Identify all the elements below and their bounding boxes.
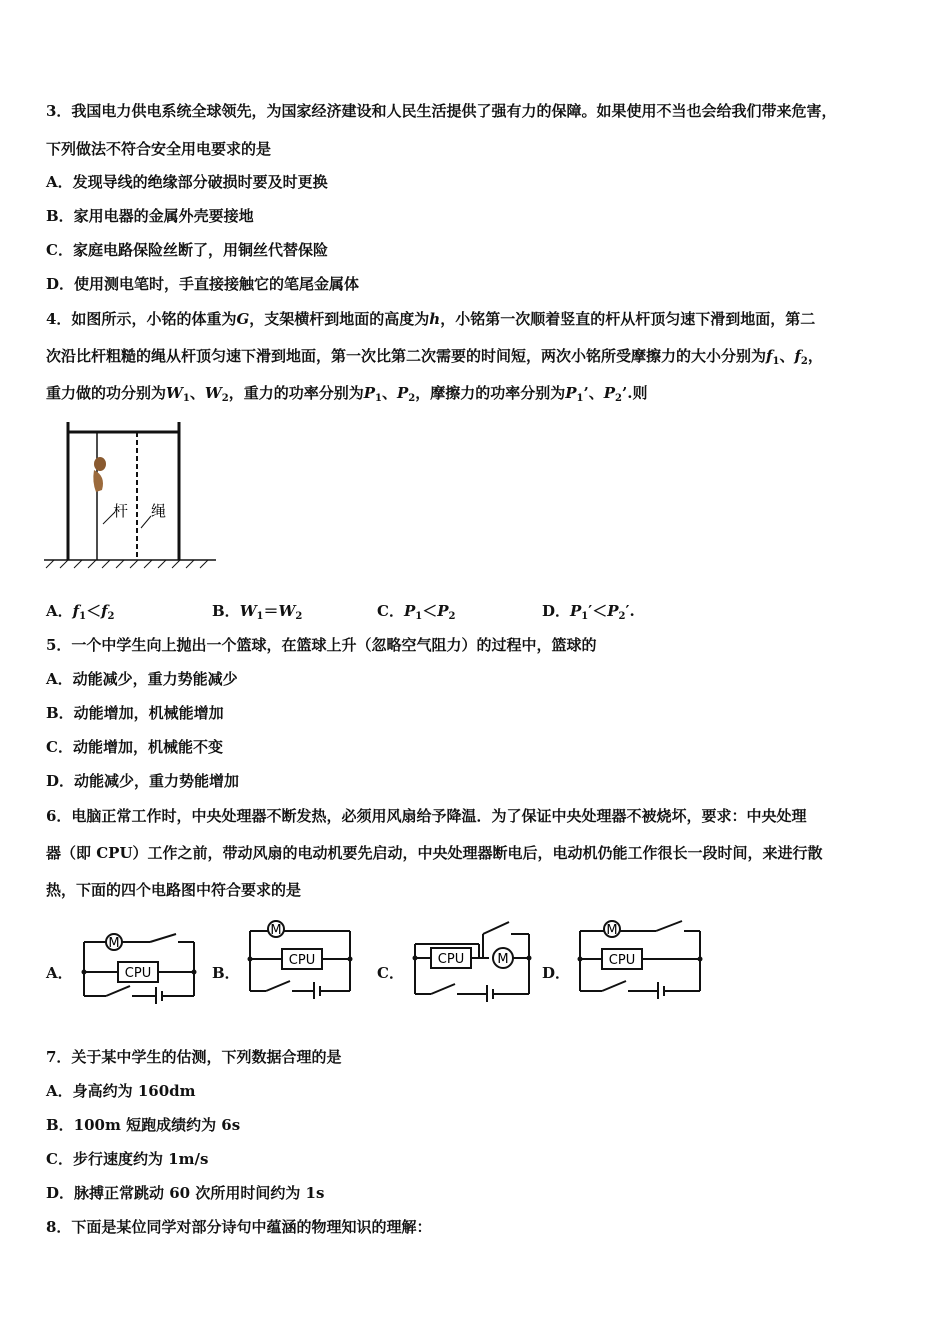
cpu-box: CPU [124, 966, 152, 981]
q4-figure [40, 412, 220, 572]
q3-option-b: B．家用电器的金属外壳要接地 [46, 207, 254, 225]
q6-stem-line2: 器（即 CPU）工作之前，带动风扇的电动机要先启动，中央处理器断电后，电动机仍能工作很长一段时间，来进行散 [46, 844, 823, 862]
q6-stem-line1: 6．电脑正常工作时，中央处理器不断发热，必须用风扇给予降温．为了保证中央处理器不被烧坏，要求：中央处理 [46, 807, 807, 825]
motor-symbol: M [606, 923, 618, 938]
boy-figure [93, 457, 106, 492]
q7-option-b: B．100m 短跑成绩约为 6s [46, 1116, 241, 1134]
q5-option-c: C．动能增加，机械能不变 [46, 738, 223, 756]
q4-stem-line1: 4．如图所示，小铭的体重为G，支架横杆到地面的高度为h，小铭第一次顺着竖直的杆从杆顶匀速下滑到地面，第二 [46, 310, 816, 328]
cpu-box: CPU [608, 953, 636, 968]
q5-option-d: D．动能减少，重力势能增加 [46, 772, 240, 790]
rod-label: 杆 [113, 502, 129, 520]
motor-symbol: M [270, 923, 282, 938]
q6-stem-line3: 热，下面的四个电路图中符合要求的是 [46, 881, 302, 899]
q3-option-a: A．发现导线的绝缘部分破损时要及时更换 [46, 173, 328, 191]
q6-circuit-c [409, 916, 535, 1002]
q4-stem-line3: 重力做的功分别为$W_1$、$W_2$，重力的功率分别为$P_1$、$P_2$，摩擦力的功率分别为$P_1$’、$P_2$’.则 [46, 384, 648, 404]
q4-option-c: C．$P_1<P_2$ [377, 602, 456, 622]
q7-option-c: C．步行速度约为 1m/s [46, 1150, 209, 1168]
q7-option-d: D．脉搏正常跳动 60 次所用时间约为 1s [46, 1184, 325, 1202]
q3-stem-line1: 3．我国电力供电系统全球领先，为国家经济建设和人民生活提供了强有力的保障。如果使用不当也会给我们带来危害， [46, 102, 837, 120]
q3-stem-line2: 下列做法不符合安全用电要求的是 [46, 140, 272, 158]
motor-symbol: M [497, 952, 509, 967]
q6-option-d-label: D． [542, 964, 571, 982]
q7-stem: 7．关于某中学生的估测，下列数据合理的是 [46, 1048, 342, 1066]
q6-option-c-label: C． [377, 964, 404, 982]
cpu-box: CPU [437, 952, 465, 967]
q4-option-d: D．$P_1'<P_2'$. [542, 602, 635, 622]
q3-option-d: D．使用测电笔时，手直接接触它的笔尾金属体 [46, 275, 360, 293]
q4-option-b: B．$W_1=W_2$ [212, 602, 303, 622]
q6-option-b-label: B． [212, 964, 240, 982]
q8-stem: 8．下面是某位同学对部分诗句中蕴涵的物理知识的理解： [46, 1218, 432, 1236]
cpu-box: CPU [288, 953, 316, 968]
q5-option-a: A．动能减少，重力势能减少 [46, 670, 238, 688]
q7-option-a: A．身高约为 160dm [46, 1082, 196, 1100]
q3-option-c: C．家庭电路保险丝断了，用铜丝代替保险 [46, 241, 328, 259]
q6-circuit-b [244, 915, 356, 999]
q6-option-a-label: A． [46, 964, 73, 982]
motor-symbol: M [108, 936, 120, 951]
q4-option-a: A．$f_1<f_2$ [46, 602, 115, 622]
q4-stem-line2: 次沿比杆粗糙的绳从杆顶匀速下滑到地面，第一次比第二次需要的时间短，两次小铭所受摩擦力的大小分别为$f_1$、$f_2$， [46, 347, 823, 367]
q5-option-b: B．动能增加，机械能增加 [46, 704, 224, 722]
rope-label: 绳 [151, 502, 167, 520]
q5-stem: 5．一个中学生向上抛出一个篮球，在篮球上升（忽略空气阻力）的过程中，篮球的 [46, 636, 597, 654]
q6-circuit-d [574, 915, 708, 999]
q6-circuit-a [78, 928, 200, 1004]
